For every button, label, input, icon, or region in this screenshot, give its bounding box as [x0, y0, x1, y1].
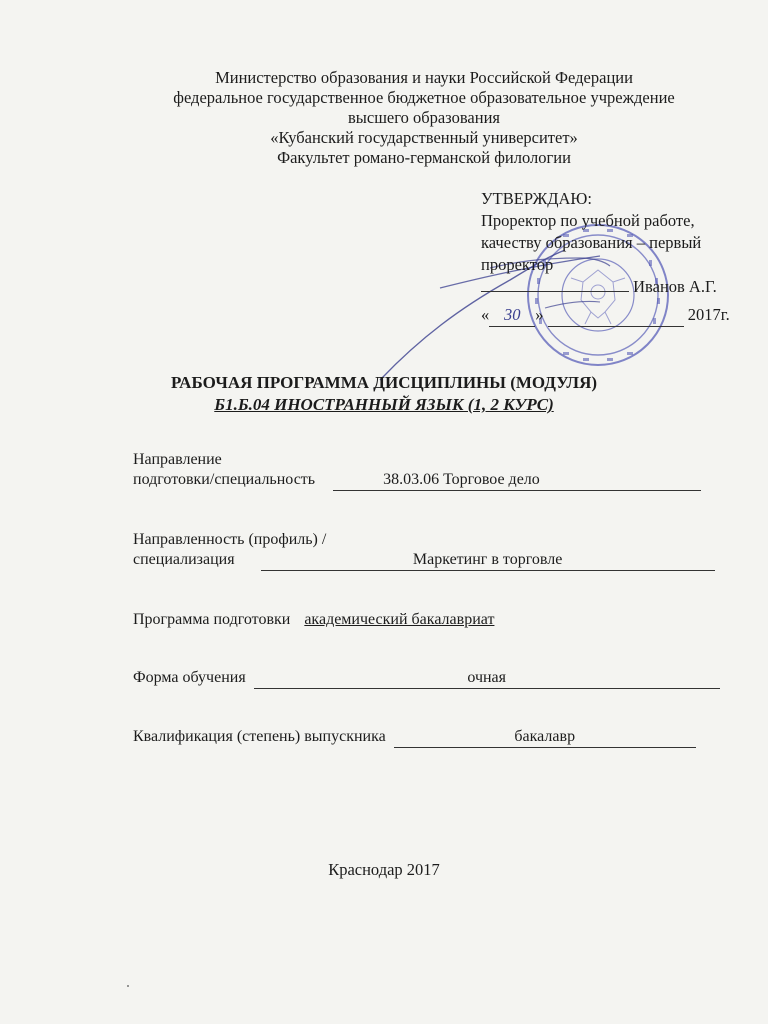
faculty-name: Факультет романо-германской филологии: [277, 148, 571, 167]
profile-value: Маркетинг в торговле: [261, 550, 715, 571]
study-form-label: Форма обучения: [133, 669, 246, 686]
profile-row: [133, 550, 733, 571]
signature-line: [481, 277, 629, 292]
direction-field: [133, 450, 733, 491]
scan-speck: [127, 985, 129, 987]
approver-name: Иванов А.Г.: [633, 277, 717, 296]
date-month-field: [548, 304, 684, 327]
title-main: РАБОЧАЯ ПРОГРАММА ДИСЦИПЛИНЫ (МОДУЛЯ): [170, 373, 598, 392]
approver-position-line2: качеству образования – первый: [481, 233, 702, 252]
qualification-field: [133, 727, 733, 748]
ministry-line: Министерство образования и науки Российской Федерации: [215, 68, 633, 87]
approver-position-line3: проректор: [481, 255, 554, 274]
date-open-quote: «: [481, 305, 490, 324]
date-close-quote: »: [535, 305, 544, 324]
direction-label-line2: подготовки/специальность: [133, 471, 316, 488]
city-year: Краснодар 2017: [328, 860, 440, 879]
program-label: Программа подготовки: [133, 611, 291, 628]
institution-type-line: федеральное государственное бюджетное образовательное учреждение: [173, 88, 675, 107]
direction-row: [133, 470, 733, 491]
program-field: [133, 610, 733, 630]
direction-label-line1: Направление: [133, 451, 222, 468]
study-form-value: очная: [254, 668, 720, 689]
title-discipline: Б1.Б.04 ИНОСТРАННЫЙ ЯЗЫК (1, 2 КУРС): [214, 395, 554, 414]
profile-field: [133, 530, 733, 571]
approval-block: [481, 188, 751, 327]
university-name: «Кубанский государственный университет»: [270, 128, 578, 147]
approval-date: [481, 304, 751, 327]
document-title: [0, 372, 768, 416]
institution-header: [60, 68, 768, 168]
approver-position-line1: Проректор по учебной работе,: [481, 211, 695, 230]
signature-row: [481, 276, 751, 298]
date-day-field: [489, 304, 535, 327]
date-year: 2017г.: [687, 305, 730, 324]
date-day-handwritten: 30: [504, 305, 521, 324]
qualification-value: бакалавр: [394, 727, 696, 748]
profile-label-line2: специализация: [133, 551, 235, 568]
program-value: академический бакалавриат: [304, 611, 495, 628]
approval-heading: УТВЕРЖДАЮ:: [481, 189, 592, 208]
qualification-label: Квалификация (степень) выпускника: [133, 728, 386, 745]
study-form-field: [133, 668, 733, 689]
profile-label-line1: Направленность (профиль) /: [133, 531, 327, 548]
direction-value: 38.03.06 Торговое дело: [333, 470, 701, 491]
education-level-line: высшего образования: [348, 108, 500, 127]
